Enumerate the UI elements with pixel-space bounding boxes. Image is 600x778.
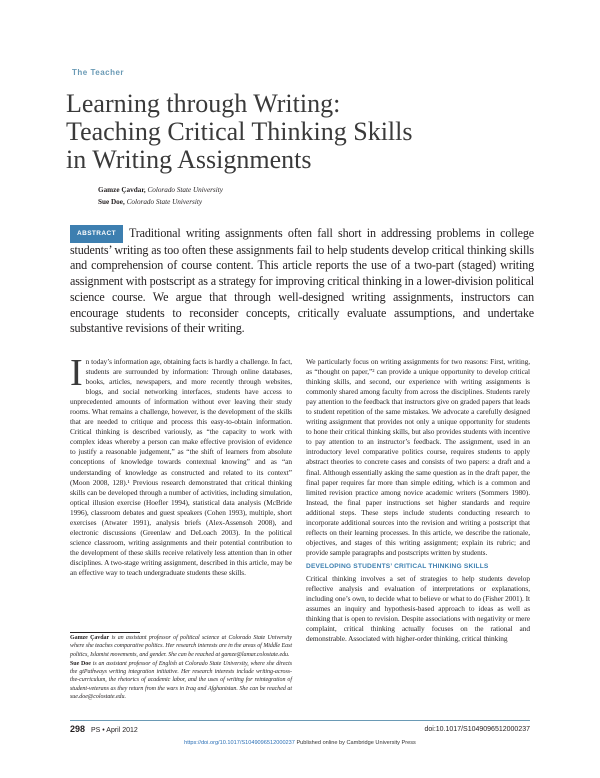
folio xyxy=(70,724,138,734)
drop-cap: I xyxy=(70,352,83,394)
footnote-author: Gamze Çavdar xyxy=(70,635,110,641)
section-subheading: DEVELOPING STUDENTS’ CRITICAL THINKING SKILLS xyxy=(306,562,489,570)
footnote-author: Sue Doe xyxy=(70,660,91,667)
author-1 xyxy=(98,184,223,196)
author-name: Sue Doe, xyxy=(98,198,125,206)
author-affiliation: Colorado State University xyxy=(147,186,223,194)
abstract-label: ABSTRACT xyxy=(70,225,123,243)
footer-divider xyxy=(70,720,530,721)
title-line-2: Teaching Critical Thinking Skills xyxy=(66,117,413,146)
footnote-text: is an assistant professor of English at Colorado State University, where she directs the gtPathways writing integration initiative. Her research interests include writing-across-the-curriculum, the rhetorics of academic labor, and the uses of writing for reintegration of student-veterans as they return from the wars in Iraq and Afghanistan. She can be reached at sue.doe@colostate.edu. xyxy=(70,660,292,701)
title-line-3: in Writing Assignments xyxy=(66,145,312,174)
author-footnotes xyxy=(70,634,292,702)
body-column-left xyxy=(70,352,292,578)
doi-link[interactable]: https://doi.org/10.1017/S1049096512000237 xyxy=(184,740,295,746)
abstract-text: Traditional writing assignments often fall short in addressing problems in college students’ writing as too often these assignments fail to help students develop critical thinking skills and comprehension of course content. This article reports the use of a two-part (staged) writing assignment with postscript as a strategy for improving critical thinking in a lower-division political science course. We argue that through well-designed writing assignments, instructors can encourage students to reconsider concepts, critically evaluate assumptions, and undertake substantive revisions of their writing. xyxy=(70,226,534,336)
footnote-2 xyxy=(70,660,292,701)
publication-line xyxy=(0,740,600,746)
author-affiliation: Colorado State University xyxy=(126,198,203,206)
article-title xyxy=(66,90,486,174)
paragraph-text: n today’s information age, obtaining facts is hardly a challenge. In fact, students are surrounded by information: Through online databases, books, articles, newspapers, and more recently through websites, blogs, and social networking interfaces, students have access to unprecedented amounts of information without ever leaving their study rooms. What remains a challenge, however, is the development of the skills that are needed to critique and process this easy-to-obtain information. Critical thinking is described variously, as “the capacity to work with complex ideas whereby a person can make effective provision of evidence to justify a reasonable judgement,” as “the shift of learners from absolute conceptions of knowledge towards contextual knowing” and as “an understanding of knowledge as constructed and related to its context” (Moon 2008, 128).¹ Previous research demonstrated that critical thinking skills can be developed through a number of activities, including simulation, optical illusion exercise (Hoefler 1994), statistical data analysis (McBride 1996), classroom debates and guest speakers (Cohen 1993), multiple, short exercises (Atwater 1991), analysis briefs (Alex-Assensoh 2008), and electronic discussions (Greenlaw and DeLoach 2003). In the political science classroom, writing assignments and their potential contribution to the development of these skills receive relatively less attention than in other disciplines. A two-stage writing assignment, described in this article, may be an effective way to teach undergraduate students these skills. xyxy=(70,357,292,577)
journal-issue: PS • April 2012 xyxy=(90,727,138,734)
title-line-1: Learning through Writing: xyxy=(66,89,341,118)
footnote-text: is an assistant professor of political science at Colorado State University where she teaches comparative politics. Her research interests are in the areas of Middle East politics, Islamist movements, and gender. She can be reached at gamze@lamar.colostate.edu. xyxy=(70,635,293,658)
abstract xyxy=(70,225,534,337)
body-column-right xyxy=(306,357,530,644)
footnote-1 xyxy=(70,634,292,659)
body-paragraph: Critical thinking involves a set of strategies to help students develop reflective analysis and evaluation of interpretations or explanations, including one’s own, to decide what to believe or what to do (Fisher 2001). It assumes an inquiry and hypothesis-based approach to ideas as well as thinking that is open to revision. Despite associations with negativity or mere complaint, critical thinking actually focuses on the rational and demonstrable. Associated with higher-order thinking, critical thinking xyxy=(306,573,530,644)
author-list xyxy=(98,184,223,208)
section-tag: The Teacher xyxy=(72,68,125,77)
page-number: 298 xyxy=(70,724,86,734)
body-paragraph xyxy=(70,352,292,578)
publisher-text: Published online by Cambridge University Press xyxy=(294,740,416,746)
doi: doi:10.1017/S1049096512000237 xyxy=(424,726,530,733)
author-2 xyxy=(98,196,223,208)
body-paragraph: We particularly focus on writing assignments for two reasons: First, writing, as “thought on paper,”² can provide a unique opportunity to develop critical thinking skills, and second, our experience with writing assignments is commonly shared among faculty from across the disciplines. Students rarely pay attention to the feedback that instructors give on graded papers that leads to student repetition of the same mistakes. We advocate a carefully designed writing assignment that provides not only a unique opportunity for students to hone their critical thinking skills, but also provides students with incentive to pay attention to an instructor’s feedback. The assignment, used in an introductory level comparative politics course, requires students to apply abstract theories to concrete cases and consists of two papers: a draft and a final. Although essentially asking the same question as in the draft paper, the final paper requires far more than simple editing, which is a common and limited revision practice among novice academic writers (Sommers 1980). Instead, the final paper instructions set higher standards and require additional steps. These steps include students conducting research to incorporate additional sources into the revision and writing a postscript that reflects on their learning processes. In this article, we describe the rationale, objectives, and stages of this writing assignment; explain its rubric; and provide sample paragraphs and postscripts written by students. xyxy=(306,357,530,557)
footnote-divider xyxy=(70,632,140,633)
author-name: Gamze Çavdar, xyxy=(98,186,146,194)
